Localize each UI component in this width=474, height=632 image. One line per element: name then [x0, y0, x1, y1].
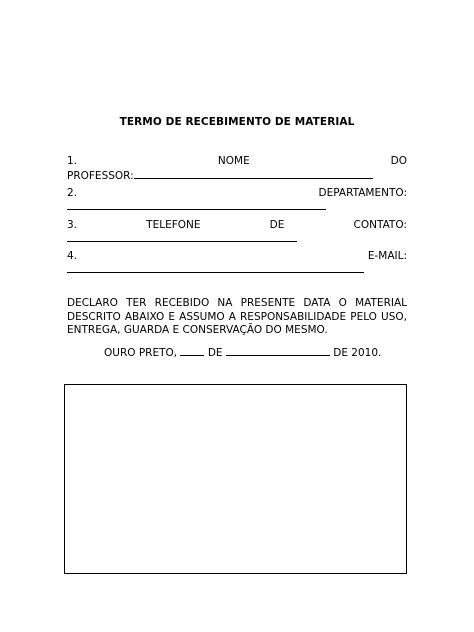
field-2-number: 2. [67, 187, 78, 199]
field-3-number: 3. [67, 219, 78, 231]
document-title: TERMO DE RECEBIMENTO DE MATERIAL [119, 116, 355, 128]
month-blank[interactable] [226, 345, 330, 356]
field-4-line-1 [67, 249, 407, 263]
declaration-paragraph: DECLARO TER RECEBIDO NA PRESENTE DATA O MATERIAL DESCRITO ABAIXO E ASSUMO A RESPONSABILIDADE PELO USO, ENTREGA, GUARDA E CONSERVAÇÃO DO MESMO. [67, 297, 407, 336]
field-1-number: 1. [67, 155, 78, 167]
date-year: DE 2010. [333, 347, 382, 359]
field-3-line-1 [67, 218, 407, 232]
date-de-1: DE [207, 347, 223, 359]
field-1-word-do: DO [390, 155, 407, 167]
field-2-line-2 [67, 199, 407, 214]
field-3-word-contato: CONTATO: [353, 219, 407, 231]
material-description-box[interactable] [64, 384, 407, 574]
field-1-line-1 [67, 154, 407, 168]
field-3-word-telefone: TELEFONE [146, 219, 201, 231]
email-blank[interactable] [67, 262, 364, 273]
field-4-line-2 [67, 262, 407, 277]
date-line [104, 345, 381, 359]
field-1-professor-label: PROFESSOR: [67, 170, 134, 182]
field-3-word-de: DE [269, 219, 285, 231]
field-4-label: E-MAIL: [367, 250, 407, 262]
field-4-number: 4. [67, 250, 78, 262]
professor-blank[interactable] [134, 168, 373, 179]
field-1-word-nome: NOME [217, 155, 250, 167]
phone-blank[interactable] [67, 231, 297, 242]
day-blank[interactable] [180, 345, 204, 356]
field-3-line-2 [67, 231, 407, 246]
field-2-line-1 [67, 186, 407, 200]
field-2-label: DEPARTAMENTO: [318, 187, 407, 199]
field-1-line-2 [67, 168, 407, 183]
department-blank[interactable] [67, 199, 326, 210]
date-city: OURO PRETO, [104, 347, 178, 359]
